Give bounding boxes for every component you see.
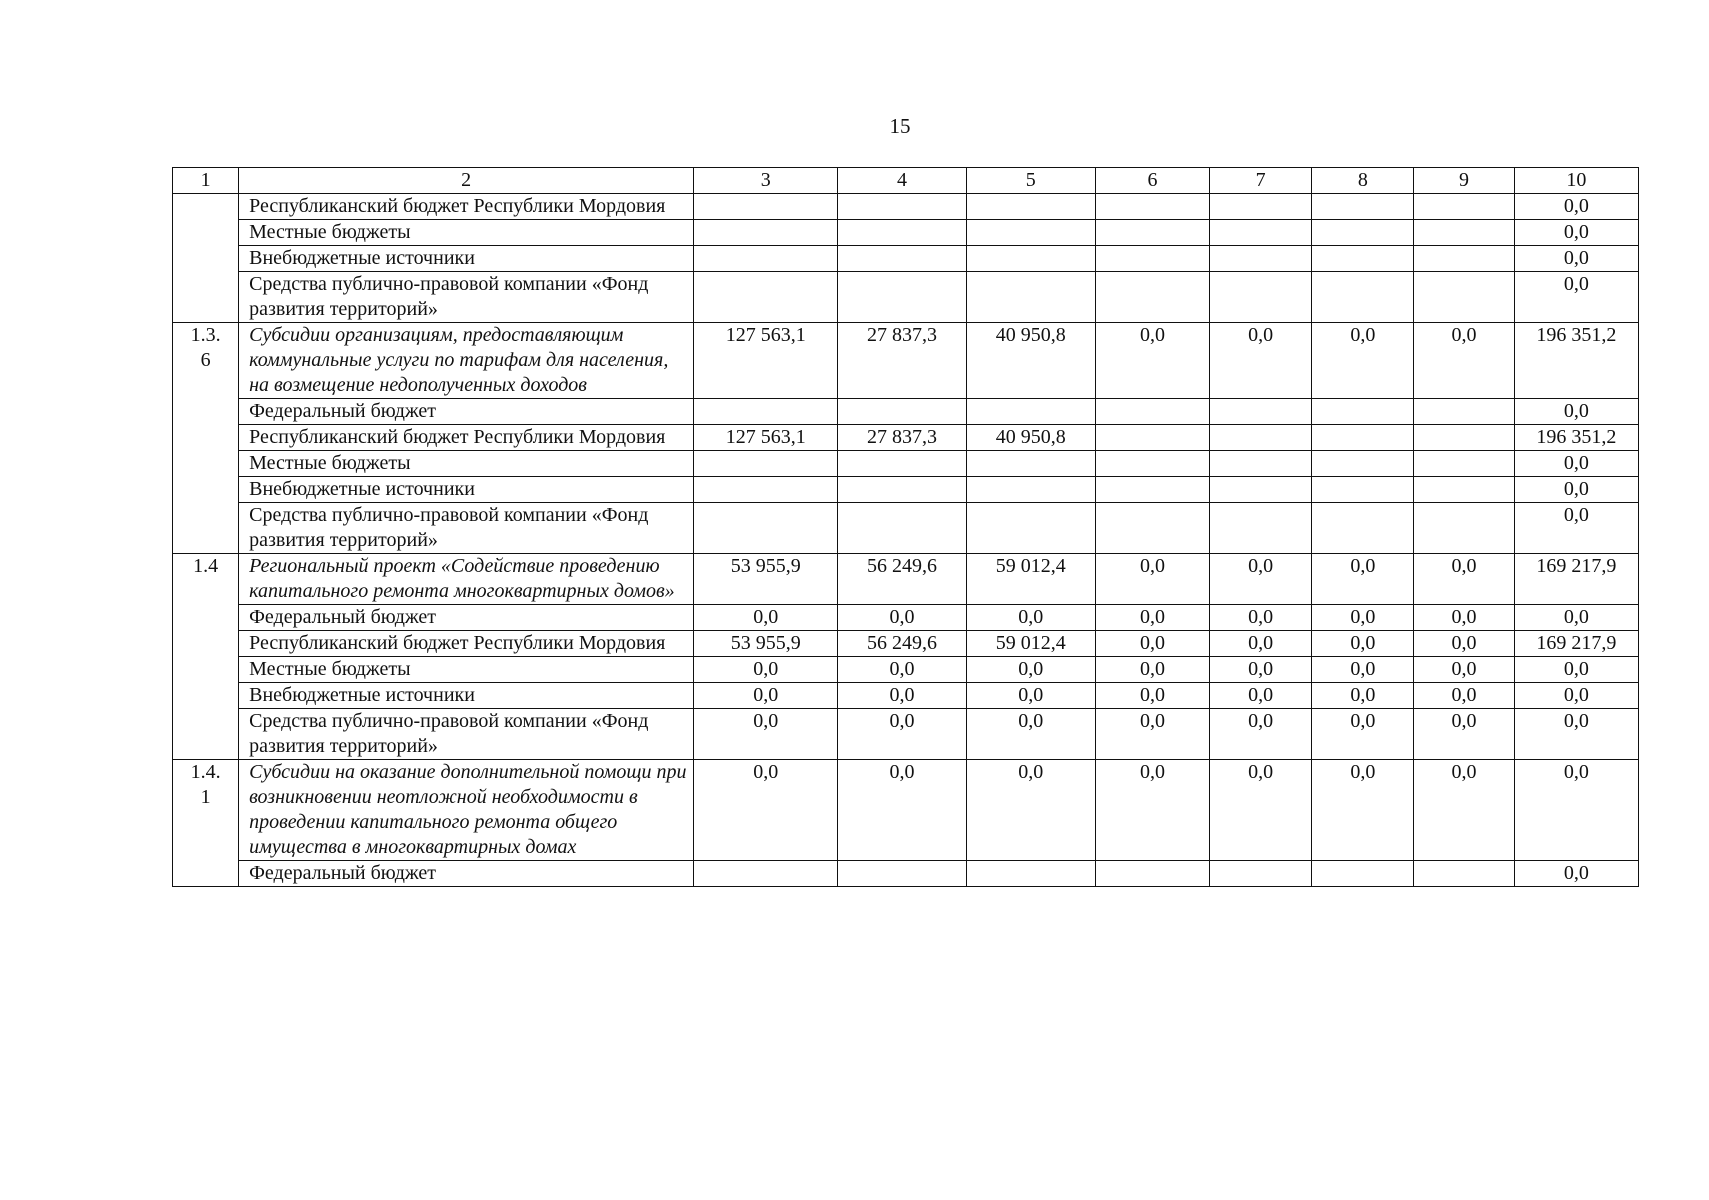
table-row <box>173 194 1639 220</box>
value-cell-col-7: 0,0 <box>1210 657 1312 683</box>
value-cell-col-10: 0,0 <box>1514 605 1638 631</box>
value-cell-col-7: 0,0 <box>1210 323 1312 399</box>
row-name-cell: Внебюджетные источники <box>239 683 694 709</box>
value-cell-col-10: 0,0 <box>1514 272 1638 323</box>
page-number: 15 <box>889 114 911 138</box>
value-cell-col-8: 0,0 <box>1312 760 1414 861</box>
value-cell-col-8: 0,0 <box>1312 657 1414 683</box>
value-cell-col-6 <box>1095 272 1209 323</box>
value-cell-col-9: 0,0 <box>1414 709 1514 760</box>
value-cell-col-10: 0,0 <box>1514 709 1638 760</box>
row-name-cell: Федеральный бюджет <box>239 605 694 631</box>
value-cell-col-5: 40 950,8 <box>966 425 1095 451</box>
value-cell-col-4: 56 249,6 <box>838 631 966 657</box>
value-cell-col-6: 0,0 <box>1095 683 1209 709</box>
value-cell-col-8: 0,0 <box>1312 631 1414 657</box>
header-row <box>173 168 1639 194</box>
value-cell-col-8: 0,0 <box>1312 554 1414 605</box>
row-name-cell: Региональный проект «Содействие проведению капитального ремонта многоквартирных домов» <box>239 554 694 605</box>
table-row <box>173 399 1639 425</box>
value-cell-col-7 <box>1210 425 1312 451</box>
value-cell-col-7: 0,0 <box>1210 683 1312 709</box>
row-name-cell: Республиканский бюджет Республики Мордовия <box>239 631 694 657</box>
column-header-1: 1 <box>173 168 239 194</box>
value-cell-col-9 <box>1414 861 1514 887</box>
value-cell-col-3: 0,0 <box>694 605 838 631</box>
value-cell-col-5 <box>966 272 1095 323</box>
column-header-3: 3 <box>694 168 838 194</box>
value-cell-col-6: 0,0 <box>1095 631 1209 657</box>
value-cell-col-9 <box>1414 503 1514 554</box>
value-cell-col-5 <box>966 220 1095 246</box>
value-cell-col-4 <box>838 220 966 246</box>
value-cell-col-8 <box>1312 220 1414 246</box>
value-cell-col-6: 0,0 <box>1095 657 1209 683</box>
table-row <box>173 477 1639 503</box>
value-cell-col-9: 0,0 <box>1414 631 1514 657</box>
value-cell-col-6 <box>1095 194 1209 220</box>
value-cell-col-3 <box>694 399 838 425</box>
value-cell-col-10: 0,0 <box>1514 246 1638 272</box>
value-cell-col-3: 53 955,9 <box>694 554 838 605</box>
row-name-cell: Внебюджетные источники <box>239 246 694 272</box>
value-cell-col-10: 0,0 <box>1514 683 1638 709</box>
value-cell-col-5: 59 012,4 <box>966 554 1095 605</box>
value-cell-col-6 <box>1095 451 1209 477</box>
value-cell-col-7 <box>1210 503 1312 554</box>
column-header-10: 10 <box>1514 168 1638 194</box>
value-cell-col-7 <box>1210 272 1312 323</box>
value-cell-col-3: 0,0 <box>694 683 838 709</box>
value-cell-col-7: 0,0 <box>1210 760 1312 861</box>
value-cell-col-9 <box>1414 451 1514 477</box>
value-cell-col-5: 0,0 <box>966 683 1095 709</box>
value-cell-col-10: 196 351,2 <box>1514 425 1638 451</box>
value-cell-col-10: 0,0 <box>1514 220 1638 246</box>
table-row <box>173 554 1639 605</box>
value-cell-col-9: 0,0 <box>1414 760 1514 861</box>
value-cell-col-4: 27 837,3 <box>838 323 966 399</box>
value-cell-col-7: 0,0 <box>1210 605 1312 631</box>
value-cell-col-9 <box>1414 399 1514 425</box>
row-name-cell: Средства публично-правовой компании «Фонд развития территорий» <box>239 272 694 323</box>
value-cell-col-3: 0,0 <box>694 709 838 760</box>
column-header-2: 2 <box>239 168 694 194</box>
value-cell-col-7 <box>1210 861 1312 887</box>
value-cell-col-3 <box>694 194 838 220</box>
row-name-cell: Местные бюджеты <box>239 657 694 683</box>
value-cell-col-10: 196 351,2 <box>1514 323 1638 399</box>
value-cell-col-4: 0,0 <box>838 683 966 709</box>
value-cell-col-8: 0,0 <box>1312 605 1414 631</box>
value-cell-col-3: 127 563,1 <box>694 323 838 399</box>
value-cell-col-6: 0,0 <box>1095 554 1209 605</box>
value-cell-col-4 <box>838 451 966 477</box>
value-cell-col-9: 0,0 <box>1414 554 1514 605</box>
table-row <box>173 657 1639 683</box>
value-cell-col-7 <box>1210 477 1312 503</box>
value-cell-col-8 <box>1312 451 1414 477</box>
row-name-cell: Федеральный бюджет <box>239 399 694 425</box>
row-name-cell: Местные бюджеты <box>239 220 694 246</box>
value-cell-col-6: 0,0 <box>1095 605 1209 631</box>
value-cell-col-4 <box>838 477 966 503</box>
value-cell-col-9 <box>1414 425 1514 451</box>
table-row <box>173 631 1639 657</box>
value-cell-col-5 <box>966 503 1095 554</box>
value-cell-col-4 <box>838 503 966 554</box>
value-cell-col-8 <box>1312 246 1414 272</box>
row-name-cell: Субсидии на оказание дополнительной помощи при возникновении неотложной необходимости в проведении капитального ремонта общего имущества в многоквартирных домах <box>239 760 694 861</box>
table-row <box>173 605 1639 631</box>
table-row <box>173 246 1639 272</box>
value-cell-col-9 <box>1414 272 1514 323</box>
table-row <box>173 683 1639 709</box>
table-row <box>173 323 1639 399</box>
row-code-cell: 1.3. 6 <box>173 323 239 554</box>
column-header-5: 5 <box>966 168 1095 194</box>
value-cell-col-10: 0,0 <box>1514 861 1638 887</box>
row-name-cell: Внебюджетные источники <box>239 477 694 503</box>
column-header-8: 8 <box>1312 168 1414 194</box>
value-cell-col-4: 0,0 <box>838 709 966 760</box>
value-cell-col-7 <box>1210 399 1312 425</box>
row-name-cell: Республиканский бюджет Республики Мордовия <box>239 425 694 451</box>
value-cell-col-5: 0,0 <box>966 760 1095 861</box>
value-cell-col-10: 169 217,9 <box>1514 631 1638 657</box>
table-row <box>173 760 1639 861</box>
table-row <box>173 861 1639 887</box>
value-cell-col-3: 0,0 <box>694 657 838 683</box>
value-cell-col-4 <box>838 861 966 887</box>
value-cell-col-7 <box>1210 246 1312 272</box>
value-cell-col-7 <box>1210 194 1312 220</box>
value-cell-col-6: 0,0 <box>1095 323 1209 399</box>
value-cell-col-5: 0,0 <box>966 709 1095 760</box>
value-cell-col-5 <box>966 399 1095 425</box>
value-cell-col-5: 0,0 <box>966 657 1095 683</box>
value-cell-col-6 <box>1095 477 1209 503</box>
value-cell-col-3 <box>694 861 838 887</box>
value-cell-col-8 <box>1312 194 1414 220</box>
value-cell-col-6 <box>1095 246 1209 272</box>
value-cell-col-3: 127 563,1 <box>694 425 838 451</box>
row-name-cell: Республиканский бюджет Республики Мордовия <box>239 194 694 220</box>
value-cell-col-9 <box>1414 220 1514 246</box>
value-cell-col-3: 0,0 <box>694 760 838 861</box>
value-cell-col-3 <box>694 220 838 246</box>
row-code-cell: 1.4. 1 <box>173 760 239 887</box>
value-cell-col-3: 53 955,9 <box>694 631 838 657</box>
value-cell-col-5 <box>966 194 1095 220</box>
value-cell-col-8 <box>1312 477 1414 503</box>
value-cell-col-10: 0,0 <box>1514 477 1638 503</box>
column-header-4: 4 <box>838 168 966 194</box>
value-cell-col-4 <box>838 399 966 425</box>
value-cell-col-9 <box>1414 194 1514 220</box>
value-cell-col-5: 0,0 <box>966 605 1095 631</box>
column-header-6: 6 <box>1095 168 1209 194</box>
budget-table <box>172 167 1639 887</box>
value-cell-col-5 <box>966 451 1095 477</box>
value-cell-col-3 <box>694 272 838 323</box>
value-cell-col-3 <box>694 503 838 554</box>
column-header-9: 9 <box>1414 168 1514 194</box>
value-cell-col-6: 0,0 <box>1095 760 1209 861</box>
value-cell-col-10: 0,0 <box>1514 194 1638 220</box>
table-row <box>173 503 1639 554</box>
value-cell-col-9: 0,0 <box>1414 323 1514 399</box>
value-cell-col-6: 0,0 <box>1095 709 1209 760</box>
value-cell-col-5: 40 950,8 <box>966 323 1095 399</box>
table-header <box>173 168 1639 194</box>
table-row <box>173 425 1639 451</box>
value-cell-col-8: 0,0 <box>1312 683 1414 709</box>
table-row <box>173 709 1639 760</box>
value-cell-col-4 <box>838 246 966 272</box>
value-cell-col-4: 0,0 <box>838 760 966 861</box>
value-cell-col-5 <box>966 246 1095 272</box>
value-cell-col-5: 59 012,4 <box>966 631 1095 657</box>
value-cell-col-10: 0,0 <box>1514 503 1638 554</box>
value-cell-col-3 <box>694 451 838 477</box>
value-cell-col-10: 0,0 <box>1514 760 1638 861</box>
value-cell-col-8 <box>1312 272 1414 323</box>
value-cell-col-7 <box>1210 451 1312 477</box>
value-cell-col-8: 0,0 <box>1312 709 1414 760</box>
value-cell-col-9 <box>1414 477 1514 503</box>
value-cell-col-10: 169 217,9 <box>1514 554 1638 605</box>
value-cell-col-10: 0,0 <box>1514 451 1638 477</box>
value-cell-col-9: 0,0 <box>1414 605 1514 631</box>
table-row <box>173 451 1639 477</box>
table-row <box>173 220 1639 246</box>
value-cell-col-4 <box>838 272 966 323</box>
value-cell-col-3 <box>694 246 838 272</box>
column-header-7: 7 <box>1210 168 1312 194</box>
value-cell-col-7: 0,0 <box>1210 631 1312 657</box>
value-cell-col-8 <box>1312 503 1414 554</box>
row-name-cell: Средства публично-правовой компании «Фонд развития территорий» <box>239 503 694 554</box>
value-cell-col-9: 0,0 <box>1414 683 1514 709</box>
value-cell-col-5 <box>966 477 1095 503</box>
value-cell-col-4 <box>838 194 966 220</box>
value-cell-col-8 <box>1312 861 1414 887</box>
value-cell-col-6 <box>1095 503 1209 554</box>
value-cell-col-10: 0,0 <box>1514 399 1638 425</box>
row-code-cell <box>173 194 239 323</box>
row-name-cell: Федеральный бюджет <box>239 861 694 887</box>
row-name-cell: Средства публично-правовой компании «Фонд развития территорий» <box>239 709 694 760</box>
value-cell-col-4: 0,0 <box>838 605 966 631</box>
value-cell-col-6 <box>1095 220 1209 246</box>
row-name-cell: Местные бюджеты <box>239 451 694 477</box>
value-cell-col-7 <box>1210 220 1312 246</box>
row-name-cell: Субсидии организациям, предоставляющим коммунальные услуги по тарифам для населения, на возмещение недополученных доходов <box>239 323 694 399</box>
value-cell-col-9: 0,0 <box>1414 657 1514 683</box>
value-cell-col-6 <box>1095 425 1209 451</box>
value-cell-col-10: 0,0 <box>1514 657 1638 683</box>
value-cell-col-4: 27 837,3 <box>838 425 966 451</box>
value-cell-col-3 <box>694 477 838 503</box>
value-cell-col-9 <box>1414 246 1514 272</box>
value-cell-col-6 <box>1095 861 1209 887</box>
value-cell-col-8 <box>1312 425 1414 451</box>
value-cell-col-8: 0,0 <box>1312 323 1414 399</box>
value-cell-col-8 <box>1312 399 1414 425</box>
value-cell-col-7: 0,0 <box>1210 554 1312 605</box>
value-cell-col-4: 56 249,6 <box>838 554 966 605</box>
value-cell-col-7: 0,0 <box>1210 709 1312 760</box>
table-body <box>173 194 1639 887</box>
row-code-cell: 1.4 <box>173 554 239 760</box>
value-cell-col-4: 0,0 <box>838 657 966 683</box>
value-cell-col-5 <box>966 861 1095 887</box>
value-cell-col-6 <box>1095 399 1209 425</box>
table-row <box>173 272 1639 323</box>
